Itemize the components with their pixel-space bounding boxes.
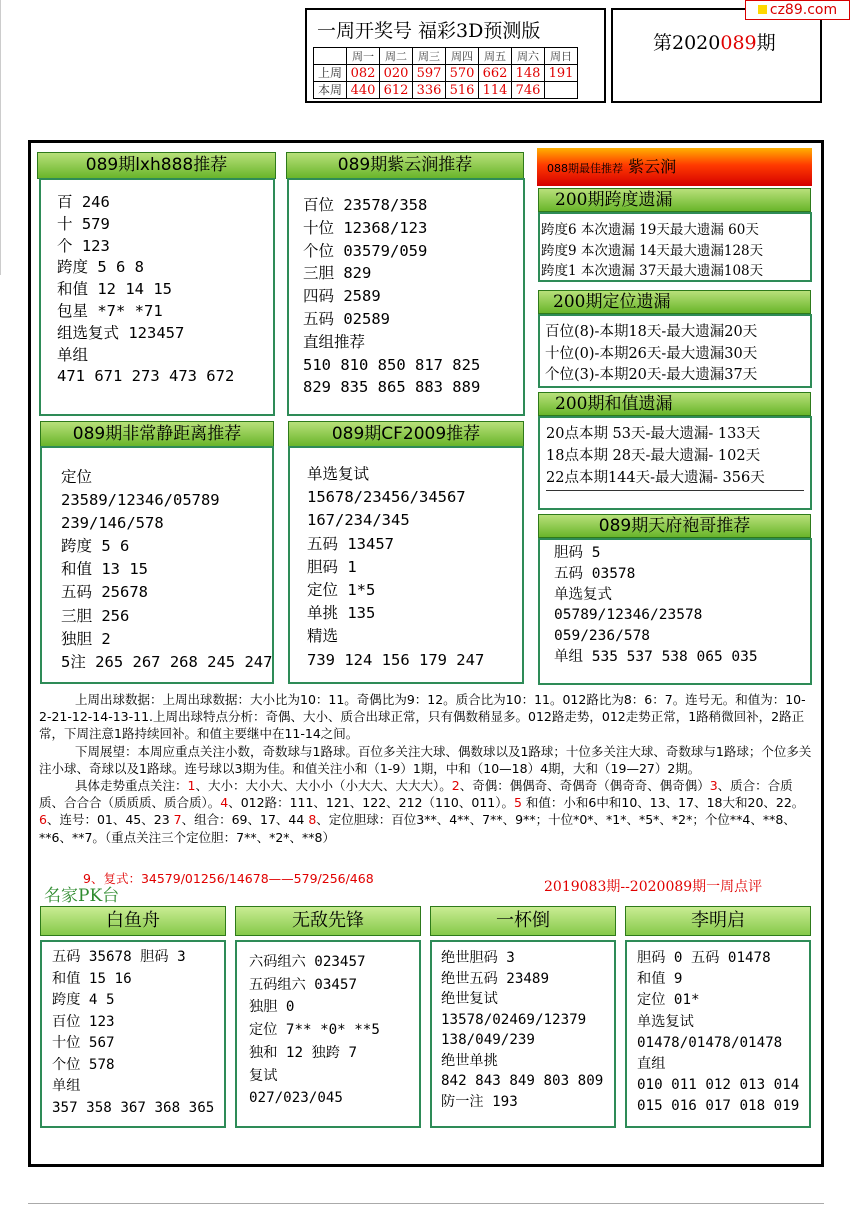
list-item: 六码组六 023457 (249, 954, 366, 970)
list-item: 05789/12346/23578 (554, 607, 703, 624)
draw-number: 191 (545, 65, 578, 82)
draw-number: 597 (413, 65, 446, 82)
list-item: 百位 123 (52, 1013, 115, 1030)
draw-number (545, 82, 578, 99)
list-item: 百位 23578/358 (303, 196, 428, 214)
draw-number: 020 (380, 65, 413, 82)
tianfu-title-bar: 089期天府袍哥推荐 (538, 514, 811, 538)
list-item: 百位(8)-本期18天-最大遗漏20天 (545, 324, 758, 340)
list-item: 五码 35678 胆码 3 (52, 949, 186, 965)
zyj-lines (303, 194, 480, 399)
list-item: 胆码 5 (554, 545, 601, 561)
list-item: 跨度1 本次遗漏 37天最大遗漏108天 (541, 263, 764, 279)
logo-text: cz89.com (769, 2, 838, 18)
pk-name-bar: 无敌先锋 (235, 906, 421, 936)
bottom-divider (28, 1203, 824, 1204)
row-label: 上周 (314, 65, 347, 82)
list-item: 独胆 0 (249, 999, 295, 1016)
jingju-title-bar: 089期非常静距离推荐 (40, 421, 274, 447)
best-pick-bar (537, 148, 812, 186)
review-period: 2019083期--2020089期一周点评 (544, 879, 763, 895)
draw-number: 516 (446, 82, 479, 99)
list-item: 十位 12368/123 (303, 218, 428, 237)
day-header: 周五 (479, 48, 512, 65)
pk-lines (637, 948, 799, 1118)
zyj-title-bar: 089期紫云涧推荐 (286, 152, 524, 179)
draw-number: 570 (446, 65, 479, 82)
draw-number: 746 (512, 82, 545, 99)
trend-index: 1 (187, 778, 196, 794)
list-item: 跨度 5 6 (61, 537, 130, 556)
trend-item: 、奇偶：偶偶奇、奇偶奇（偶奇奇、偶奇偶） (459, 778, 710, 794)
trend-index: 4 (220, 795, 229, 811)
list-item: 胆码 1 (307, 557, 357, 576)
pk-name-bar: 白鱼舟 (40, 906, 226, 936)
kuadu-box (538, 212, 812, 282)
list-item: 五码 02589 (303, 309, 390, 328)
dingwei-box (538, 314, 812, 388)
pk-lines (441, 948, 603, 1112)
pk-box-limingqi (625, 940, 811, 1128)
day-header: 周三 (413, 48, 446, 65)
list-item: 个位 03579/059 (303, 241, 428, 260)
list-item: 五码 25678 (61, 583, 148, 602)
trend-index: 8 (308, 812, 317, 828)
draw-number: 336 (413, 82, 446, 99)
list-item: 和值 9 (637, 971, 683, 988)
list-item: 010 011 012 013 014 (637, 1077, 800, 1094)
next-week-outlook: 下周展望：本周应重点关注小数，奇数球与1路球。百位多关注大球、偶数球以及1路球；十位多关注大球、奇数球与1路球；个位多关注小球、奇球以及1路球。连号球以3期为佳。和值关注小和（1-9）1期，中和（10—18）4期，大和（19—27）2期。 (39, 743, 812, 776)
trend-item: 、大小：大小大、大小小（小大大、大大大）。 (195, 778, 452, 794)
list-item: 23589/12346/05789 (61, 491, 220, 510)
list-item: 独胆 2 (61, 629, 111, 648)
list-item: 绝世胆码 3 (441, 950, 515, 966)
list-item: 20点本期 53天-最大遗漏- 133天 (546, 426, 761, 442)
draw-number: 662 (479, 65, 512, 82)
list-item: 五码 03578 (554, 565, 636, 582)
hezhi-lines (546, 423, 765, 490)
list-item: 471 671 273 473 672 (57, 367, 235, 386)
page-edge-line (0, 0, 1, 275)
list-item: 十位(0)-本期26天-最大遗漏30天 (545, 345, 758, 362)
list-item: 027/023/045 (249, 1090, 343, 1107)
cf-box (288, 446, 524, 684)
list-item: 单选复试 (307, 465, 370, 483)
kuadu-title-bar: 200期跨度遗漏 (538, 188, 811, 212)
list-item: 138/049/239 (441, 1032, 535, 1048)
weekly-draw-panel (305, 8, 606, 103)
list-item: 015 016 017 018 019 (637, 1098, 800, 1115)
pk-box-wudi (235, 940, 421, 1128)
list-item: 和值 15 16 (52, 970, 132, 987)
list-item: 胆码 0 五码 01478 (637, 950, 771, 966)
trend-item: 、012路：111、121、122、212（110、011）。 (228, 795, 514, 811)
panel-title: 一周开奖号 福彩3D预测版 (317, 20, 541, 42)
list-item: 13578/02469/12379 (441, 1011, 587, 1028)
draw-number: 114 (479, 82, 512, 99)
period-prefix: 第2020 (653, 32, 721, 54)
draw-number: 612 (380, 82, 413, 99)
trend-intro: 具体走势重点关注： (75, 778, 188, 794)
hezhi-box (538, 416, 812, 510)
period-suffix: 期 (756, 32, 776, 54)
list-item: 单选复式 (554, 586, 612, 603)
list-item: 个位(3)-本期20天-最大遗漏37天 (545, 367, 758, 383)
list-item: 跨度 4 5 (52, 992, 115, 1008)
trend-index: 3 (709, 778, 718, 794)
list-item: 十 579 (57, 214, 110, 233)
site-logo[interactable] (745, 0, 850, 20)
list-item: 直组 (637, 1056, 666, 1073)
trend-item: 和值：小和6中和10、13、17、18大和20、22。 (521, 795, 805, 811)
pk-section-label: 名家PK台 (44, 886, 120, 906)
lxh-lines (57, 192, 234, 388)
list-item: 167/234/345 (307, 511, 410, 530)
trend-index: 7 (173, 812, 182, 828)
trend-item: 、组合：69、17、44 (181, 812, 309, 828)
pk-box-yibeidao (430, 940, 616, 1128)
list-item: 五码 13457 (307, 534, 394, 553)
period-panel (611, 8, 822, 103)
list-item: 357 358 367 368 365 (52, 1099, 215, 1116)
list-item: 01478/01478/01478 (637, 1034, 783, 1051)
tianfu-lines (554, 543, 758, 668)
jingju-box (40, 446, 274, 684)
period-label (653, 28, 776, 55)
list-item: 5注 265 267 268 245 247 (61, 652, 273, 671)
days-header-row (314, 48, 578, 65)
corner-cell (314, 48, 347, 65)
day-header: 周二 (380, 48, 413, 65)
list-item: 定位 1*5 (307, 581, 376, 600)
list-item: 绝世五码 23489 (441, 970, 549, 987)
list-item: 十位 567 (52, 1035, 115, 1051)
trend-item: 、定位胆球：百位3**、4**、7**、9**；十位*0*、*1*、*5*、*2*；个位**4、**8、**6、**7。（重点关注三个定位胆：7**、*2*、**8） (39, 812, 796, 845)
list-item: 定位 01* (637, 992, 700, 1009)
compound-pick: 9、复式：34579/01256/14678——579/256/468 (83, 871, 374, 886)
day-header: 周六 (512, 48, 545, 65)
pk-name-bar: 一杯倒 (430, 906, 616, 936)
draw-number: 440 (347, 82, 380, 99)
list-item: 跨度9 本次遗漏 14天最大遗漏128天 (541, 242, 764, 259)
day-header: 周一 (347, 48, 380, 65)
list-item: 单挑 135 (307, 604, 376, 623)
logo-square-icon (758, 5, 767, 14)
pk-lines (249, 951, 380, 1110)
row-label: 本周 (314, 82, 347, 99)
list-item: 和值 13 15 (61, 560, 148, 579)
list-item: 四码 2589 (303, 287, 381, 306)
lxh-box (39, 178, 275, 416)
list-item: 829 835 865 883 889 (303, 378, 481, 397)
best-pick-label: 088期最佳推荐 (547, 162, 623, 175)
list-item: 三胆 829 (303, 264, 372, 283)
tianfu-box (538, 538, 812, 685)
jingju-lines (61, 466, 272, 674)
list-item: 059/236/578 (554, 628, 651, 645)
table-row (314, 82, 578, 99)
lxh-title-bar: 089期lxh888推荐 (37, 152, 276, 179)
list-item: 和值 12 14 15 (57, 280, 172, 299)
list-item: 739 124 156 179 247 (307, 650, 485, 669)
period-number: 089 (720, 32, 757, 54)
trend-index: 5 (513, 795, 522, 811)
analysis-text (39, 691, 815, 846)
draw-number: 148 (512, 65, 545, 82)
list-item: 复试 (249, 1067, 278, 1084)
list-item: 跨度6 本次遗漏 19天最大遗漏 60天 (541, 222, 759, 238)
list-item: 单组 535 537 538 065 035 (554, 648, 758, 665)
list-item: 五码组六 03457 (249, 976, 357, 993)
day-header: 周日 (545, 48, 578, 65)
list-item: 防一注 193 (441, 1093, 518, 1110)
kuadu-lines (541, 220, 763, 282)
list-item: 15678/23456/34567 (307, 488, 466, 507)
list-item: 包星 *7* *71 (57, 301, 163, 320)
list-item: 定位 (61, 468, 93, 486)
day-header: 周四 (446, 48, 479, 65)
best-pick-name: 紫云涧 (628, 157, 677, 176)
cf-title-bar: 089期CF2009推荐 (288, 421, 524, 447)
list-item: 单选复试 (637, 1013, 694, 1030)
list-item: 定位 7** *0* **5 (249, 1022, 380, 1039)
cf-lines (307, 463, 484, 672)
trend-index: 2 (451, 778, 460, 794)
list-item: 18点本期 28天-最大遗漏- 102天 (546, 448, 761, 465)
list-item: 独和 12 独跨 7 (249, 1044, 357, 1061)
list-item: 直组推荐 (303, 332, 366, 351)
table-row (314, 65, 578, 82)
list-item: 22点本期144天-最大遗漏- 356天 (546, 470, 765, 487)
trend-focus (39, 777, 815, 846)
last-week-data: 上周出球数据：上周出球数据：大小比为10：11。奇偶比为9：12。质合比为10：11。012路比为8：6：7。连号无。和值为：10-2-21-12-14-13-11.上周出球特点分析：奇偶、大小、质合出球正常，只有偶数稍显多。012路走势，012走势正常，1路稍微回补，2路正常，下周注意1路持续回补。和值主要继中在11-14之间。 (39, 692, 806, 742)
list-item: 绝世复试 (441, 991, 498, 1007)
list-item: 三胆 256 (61, 606, 130, 625)
pk-lines (52, 947, 214, 1119)
list-item: 单组 (57, 345, 89, 364)
trend-index: 6 (39, 812, 47, 828)
pk-name-bar: 李明启 (625, 906, 811, 936)
dingwei-lines (545, 322, 757, 387)
list-item: 百 246 (57, 193, 110, 211)
list-item: 跨度 5 6 8 (57, 258, 144, 277)
draw-number: 082 (347, 65, 380, 82)
hezhi-title-bar: 200期和值遗漏 (538, 392, 811, 416)
list-item: 绝世单挑 (441, 1052, 498, 1069)
list-item: 个位 578 (52, 1056, 115, 1073)
list-item: 239/146/578 (61, 514, 164, 533)
weekly-draw-table (313, 47, 578, 99)
trend-item: 、质合：合质质、合合合（质质质、质合质）。 (39, 778, 793, 811)
list-item: 个 123 (57, 236, 110, 255)
dingwei-title-bar: 200期定位遗漏 (538, 290, 811, 314)
list-item: 组选复式 123457 (57, 323, 185, 342)
list-item: 精选 (307, 627, 339, 646)
list-item: 510 810 850 817 825 (303, 355, 481, 374)
hezhi-divider (546, 490, 804, 491)
zyj-box (287, 178, 525, 416)
list-item: 842 843 849 803 809 (441, 1073, 604, 1089)
trend-item: 、连号：01、45、23 (46, 812, 174, 828)
pk-box-baiyuzhou (40, 940, 226, 1128)
list-item: 单组 (52, 1078, 81, 1094)
